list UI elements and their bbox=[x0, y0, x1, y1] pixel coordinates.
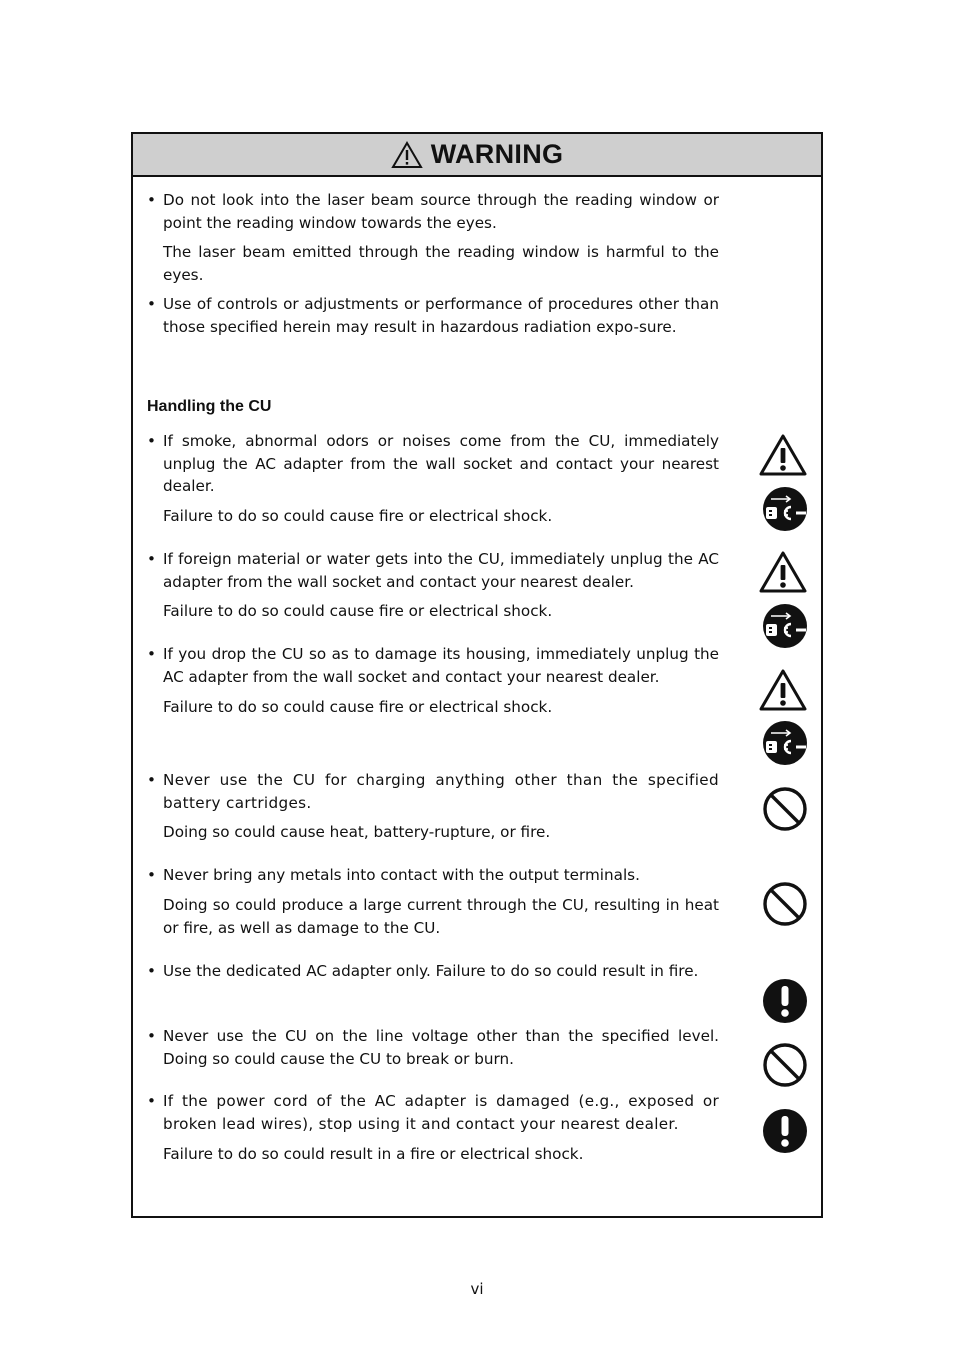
unplug-icon bbox=[762, 603, 808, 649]
warning-box bbox=[131, 132, 823, 1218]
mandatory-action-icon bbox=[762, 978, 808, 1024]
bullet: • bbox=[147, 771, 156, 789]
bullet: • bbox=[147, 962, 156, 980]
caution-triangle-icon bbox=[758, 550, 808, 594]
item-charging-note: Doing so could cause heat, battery-rupture, or fire. bbox=[163, 823, 551, 841]
item-foreign-material: If foreign material or water gets into the CU, immediately unplug the AC adapter from the wall socket and contact your nearest dealer. bbox=[163, 550, 719, 591]
bullet: • bbox=[147, 432, 156, 450]
item-drop: If you drop the CU so as to damage its housing, immediately unplug the AC adapter from the wall socket and contact your nearest dealer. bbox=[163, 645, 719, 686]
item-metals: Never bring any metals into contact with the output terminals. bbox=[163, 866, 640, 884]
bullet: • bbox=[147, 1092, 156, 1110]
laser-warning-1-note: The laser beam emitted through the reading window is harmful to the eyes. bbox=[163, 243, 719, 284]
prohibition-icon bbox=[762, 881, 808, 927]
item-smoke: If smoke, abnormal odors or noises come from the CU, immediately unplug the AC adapter from the wall socket and contact your nearest dealer. bbox=[163, 432, 719, 495]
caution-triangle-icon bbox=[758, 668, 808, 712]
item-drop-note: Failure to do so could cause fire or electrical shock. bbox=[163, 698, 553, 716]
item-power-cord-note: Failure to do so could result in a fire or electrical shock. bbox=[163, 1145, 584, 1163]
item-adapter: Use the dedicated AC adapter only. Failure to do so could result in fire. bbox=[163, 962, 699, 980]
section-title: Handling the CU bbox=[147, 398, 272, 415]
bullet: • bbox=[147, 645, 156, 663]
mandatory-action-icon bbox=[762, 1108, 808, 1154]
page-number: vi bbox=[470, 1280, 484, 1298]
unplug-icon bbox=[762, 720, 808, 766]
item-line-voltage: Never use the CU on the line voltage other than the specified level. Doing so could cause the CU to break or burn. bbox=[163, 1027, 719, 1068]
warning-header bbox=[133, 134, 821, 177]
unplug-icon bbox=[762, 486, 808, 532]
laser-warning-1: Do not look into the laser beam source through the reading window or point the reading window towards the eyes. bbox=[163, 191, 719, 232]
item-power-cord: If the power cord of the AC adapter is damaged (e.g., exposed or broken lead wires), stop using it and contact your nearest dealer. bbox=[163, 1092, 719, 1133]
item-foreign-material-note: Failure to do so could cause fire or electrical shock. bbox=[163, 602, 553, 620]
bullet: • bbox=[147, 866, 156, 884]
item-smoke-note: Failure to do so could cause fire or electrical shock. bbox=[163, 507, 553, 525]
prohibition-icon bbox=[762, 1042, 808, 1088]
caution-triangle-icon bbox=[391, 141, 423, 169]
bullet: • bbox=[147, 191, 156, 209]
bullet: • bbox=[147, 550, 156, 568]
laser-warning-2: Use of controls or adjustments or performance of procedures other than those specified herein may result in hazardous radiation expo-sure. bbox=[163, 295, 719, 336]
bullet: • bbox=[147, 1027, 156, 1045]
item-metals-note: Doing so could produce a large current through the CU, resulting in heat or fire, as well as damage to the CU. bbox=[163, 896, 719, 937]
caution-triangle-icon bbox=[758, 433, 808, 477]
warning-title: WARNING bbox=[430, 139, 564, 169]
prohibition-icon bbox=[762, 786, 808, 832]
bullet: • bbox=[147, 295, 156, 313]
item-charging: Never use the CU for charging anything other than the specified battery cartridges. bbox=[163, 771, 719, 812]
